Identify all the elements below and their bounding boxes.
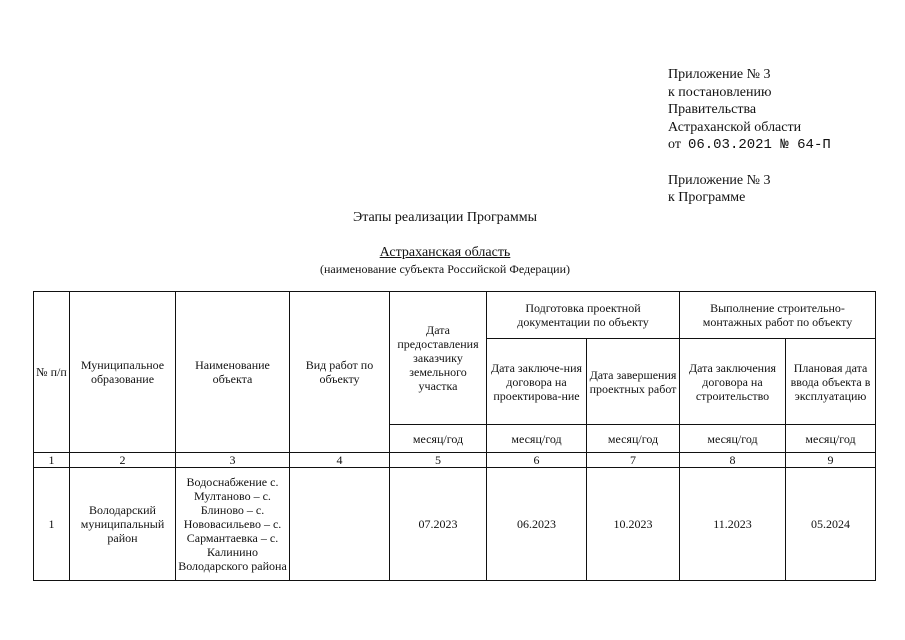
- appendix-line-1: Приложение № 3: [668, 67, 771, 82]
- row-design-contract: 06.2023: [487, 468, 587, 581]
- header-num: № п/п: [34, 292, 70, 453]
- header-land-date: Дата предоставления заказчику земельного участка: [390, 292, 487, 425]
- table-row: [34, 468, 876, 581]
- row-commission-date: 05.2024: [786, 468, 876, 581]
- column-number: 8: [680, 453, 786, 468]
- unit-cell: месяц/год: [587, 425, 680, 453]
- header-municipality: Муниципальное образование: [70, 292, 176, 453]
- row-build-contract: 11.2023: [680, 468, 786, 581]
- header-commission-date: Плановая дата ввода объекта в эксплуатацию: [786, 339, 876, 425]
- column-number: 4: [290, 453, 390, 468]
- appendix-line-2: к постановлению: [668, 84, 772, 100]
- row-object-name: Водоснабжение с. Мултаново – с. Блиново – с. Нововасильево – с. Сармантаевка – с. Калинино Володарского района: [176, 468, 290, 581]
- appendix-date-line: [668, 136, 831, 155]
- appendix-block: [668, 66, 831, 207]
- column-number: 7: [587, 453, 680, 468]
- row-land-date: 07.2023: [390, 468, 487, 581]
- unit-cell: месяц/год: [390, 425, 487, 453]
- header-build-contract: Дата заключения договора на строительство: [680, 339, 786, 425]
- row-design-end: 10.2023: [587, 468, 680, 581]
- stages-table: [33, 291, 876, 581]
- date-prefix: от: [668, 137, 681, 152]
- column-number: 1: [34, 453, 70, 468]
- unit-cell: месяц/год: [680, 425, 786, 453]
- column-number: 6: [487, 453, 587, 468]
- header-design-group: Подготовка проектной документации по объекту: [487, 292, 680, 339]
- header-row-1: [34, 292, 876, 339]
- appendix-line-3: Правительства: [668, 102, 757, 117]
- unit-cell: месяц/год: [487, 425, 587, 453]
- header-construction-group: Выполнение строительно-монтажных работ по объекту: [680, 292, 876, 339]
- row-work-type: [290, 468, 390, 581]
- appendix-line-6: к Программе: [668, 190, 746, 205]
- row-num: 1: [34, 468, 70, 581]
- header-work-type: Вид работ по объекту: [290, 292, 390, 453]
- document-title: Этапы реализации Программы: [352, 210, 538, 225]
- appendix-line-5: Приложение № 3: [668, 172, 771, 188]
- subject-caption: (наименование субъекта Российской Федерации): [319, 262, 571, 276]
- appendix-line-4: Астраханской области: [668, 119, 802, 135]
- date-number: 06.03.2021 № 64-П: [687, 137, 831, 153]
- subject-name: Астраханская область: [379, 245, 511, 260]
- header-design-end: Дата завершения проектных работ: [587, 339, 680, 425]
- header-design-contract: Дата заключе-ния договора на проектирова-ние: [487, 339, 587, 425]
- header-object-name: Наименование объекта: [176, 292, 290, 453]
- column-number: 3: [176, 453, 290, 468]
- column-number-row: [34, 453, 876, 468]
- column-number: 2: [70, 453, 176, 468]
- column-number: 5: [390, 453, 487, 468]
- row-municipality: Володарский муниципальный район: [70, 468, 176, 581]
- unit-cell: месяц/год: [786, 425, 876, 453]
- column-number: 9: [786, 453, 876, 468]
